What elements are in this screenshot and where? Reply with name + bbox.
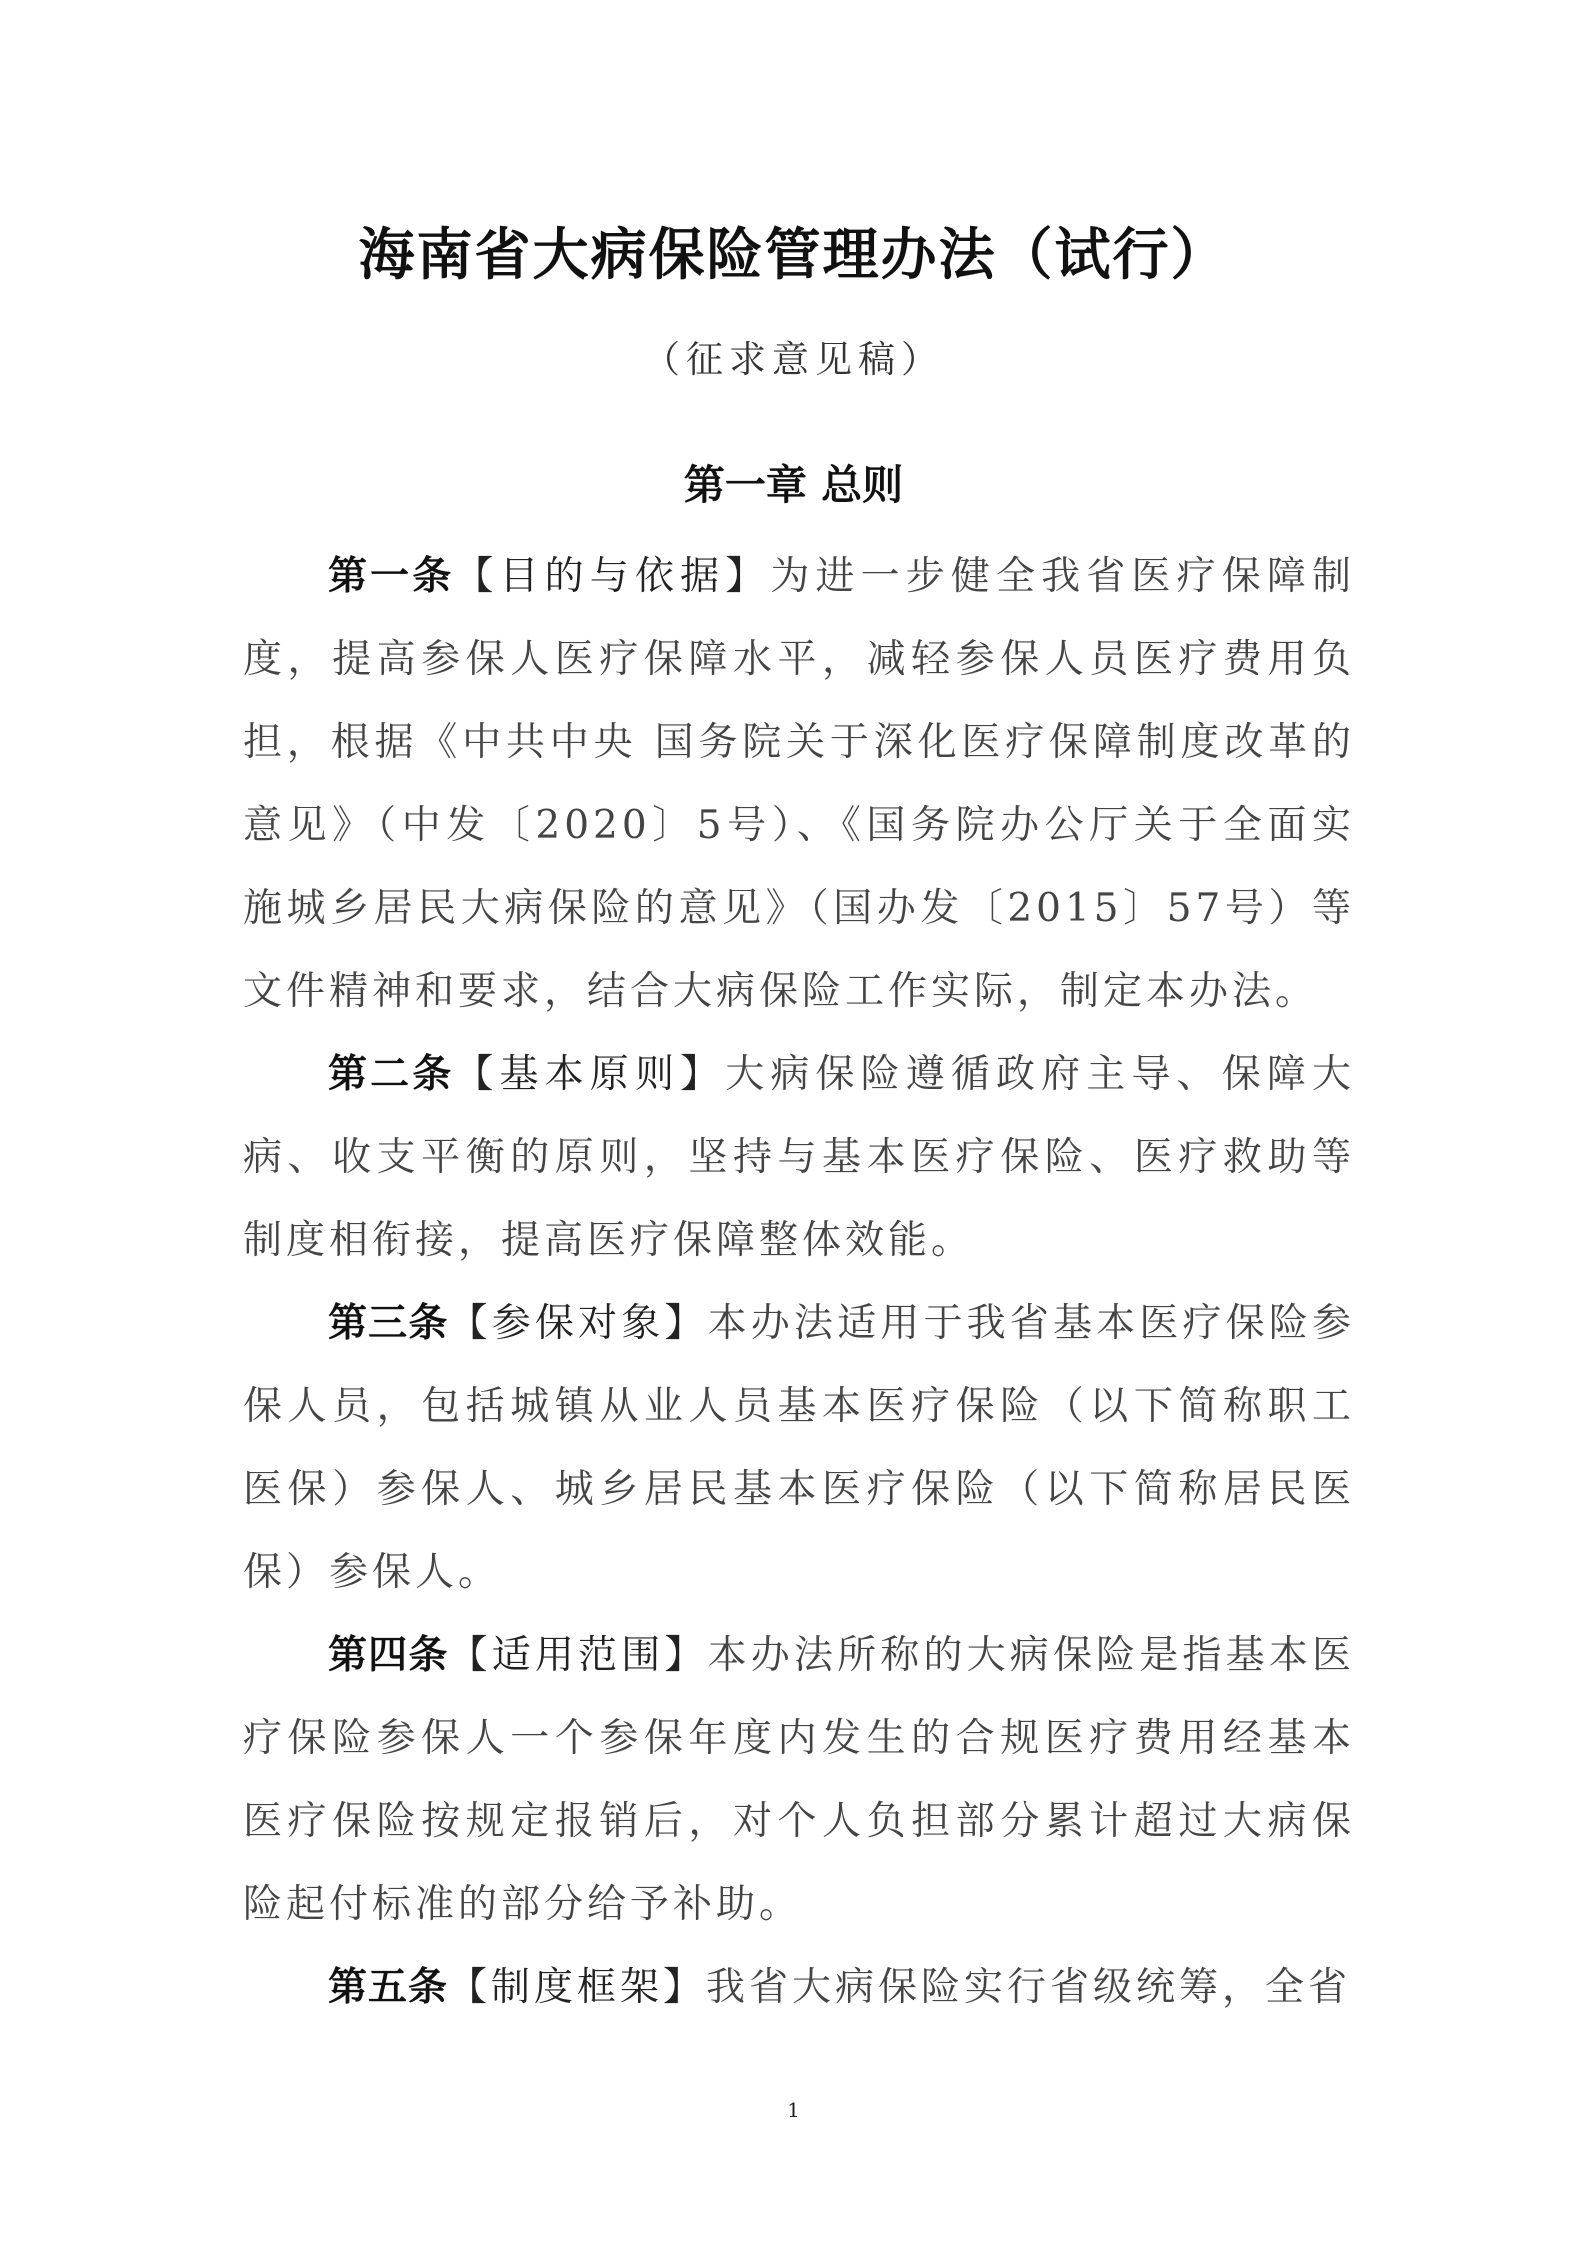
article-heading: 第四条 [328,1633,449,1678]
article-topic: 【目的与依据】 [454,554,771,599]
article-heading: 第一条 [328,554,455,599]
article-1 [243,535,1355,1033]
article-heading: 第三条 [328,1301,449,1346]
document-title: 海南省大病保险管理办法（试行） [358,222,1229,288]
page-number: 1 [787,2098,800,2122]
article-text: 为进一步健全我省医疗保障制度，提高参保人医疗保障水平，减轻参保人员医疗费用负担，根据《中共中央 国务院关于深化医疗保障制度改革的意见》（中发〔2020〕5号）、《国务院办公厅关于全面实施城乡居民大病保险的意见》（国办发〔2015〕57号）等文件精神和要求，结合大病保险工作实际，制定本办法。 [243,554,1355,1014]
document-body [243,535,1355,2029]
article-text: 大病保险遵循政府主导、保障大病、收支平衡的原则，坚持与基本医疗保险、医疗救助等制度相衔接，提高医疗保障整体效能。 [243,1052,1355,1263]
article-heading: 第二条 [328,1052,455,1097]
article-topic: 【参保对象】 [448,1301,708,1346]
article-topic: 【制度框架】 [448,1965,707,2010]
chapter-title: 第一章 总则 [683,461,904,509]
article-topic: 【基本原则】 [454,1052,726,1097]
article-topic: 【适用范围】 [448,1633,708,1678]
article-text: 本办法适用于我省基本医疗保险参保人员，包括城镇从业人员基本医疗保险（以下简称职工医保）参保人、城乡居民基本医疗保险（以下简称居民医保）参保人。 [243,1301,1355,1595]
article-heading: 第五条 [328,1965,449,2010]
article-text: 我省大病保险实行省级统筹，全省 [706,1965,1352,2010]
article-3 [243,1282,1355,1614]
article-2 [243,1033,1355,1282]
article-4 [243,1614,1355,1946]
document-subtitle: （征求意见稿） [643,338,944,381]
article-5 [243,1946,1355,2029]
article-text: 本办法所称的大病保险是指基本医疗保险参保人一个参保年度内发生的合规医疗费用经基本医疗保险按规定报销后，对个人负担部分累计超过大病保险起付标准的部分给予补助。 [243,1633,1355,1927]
